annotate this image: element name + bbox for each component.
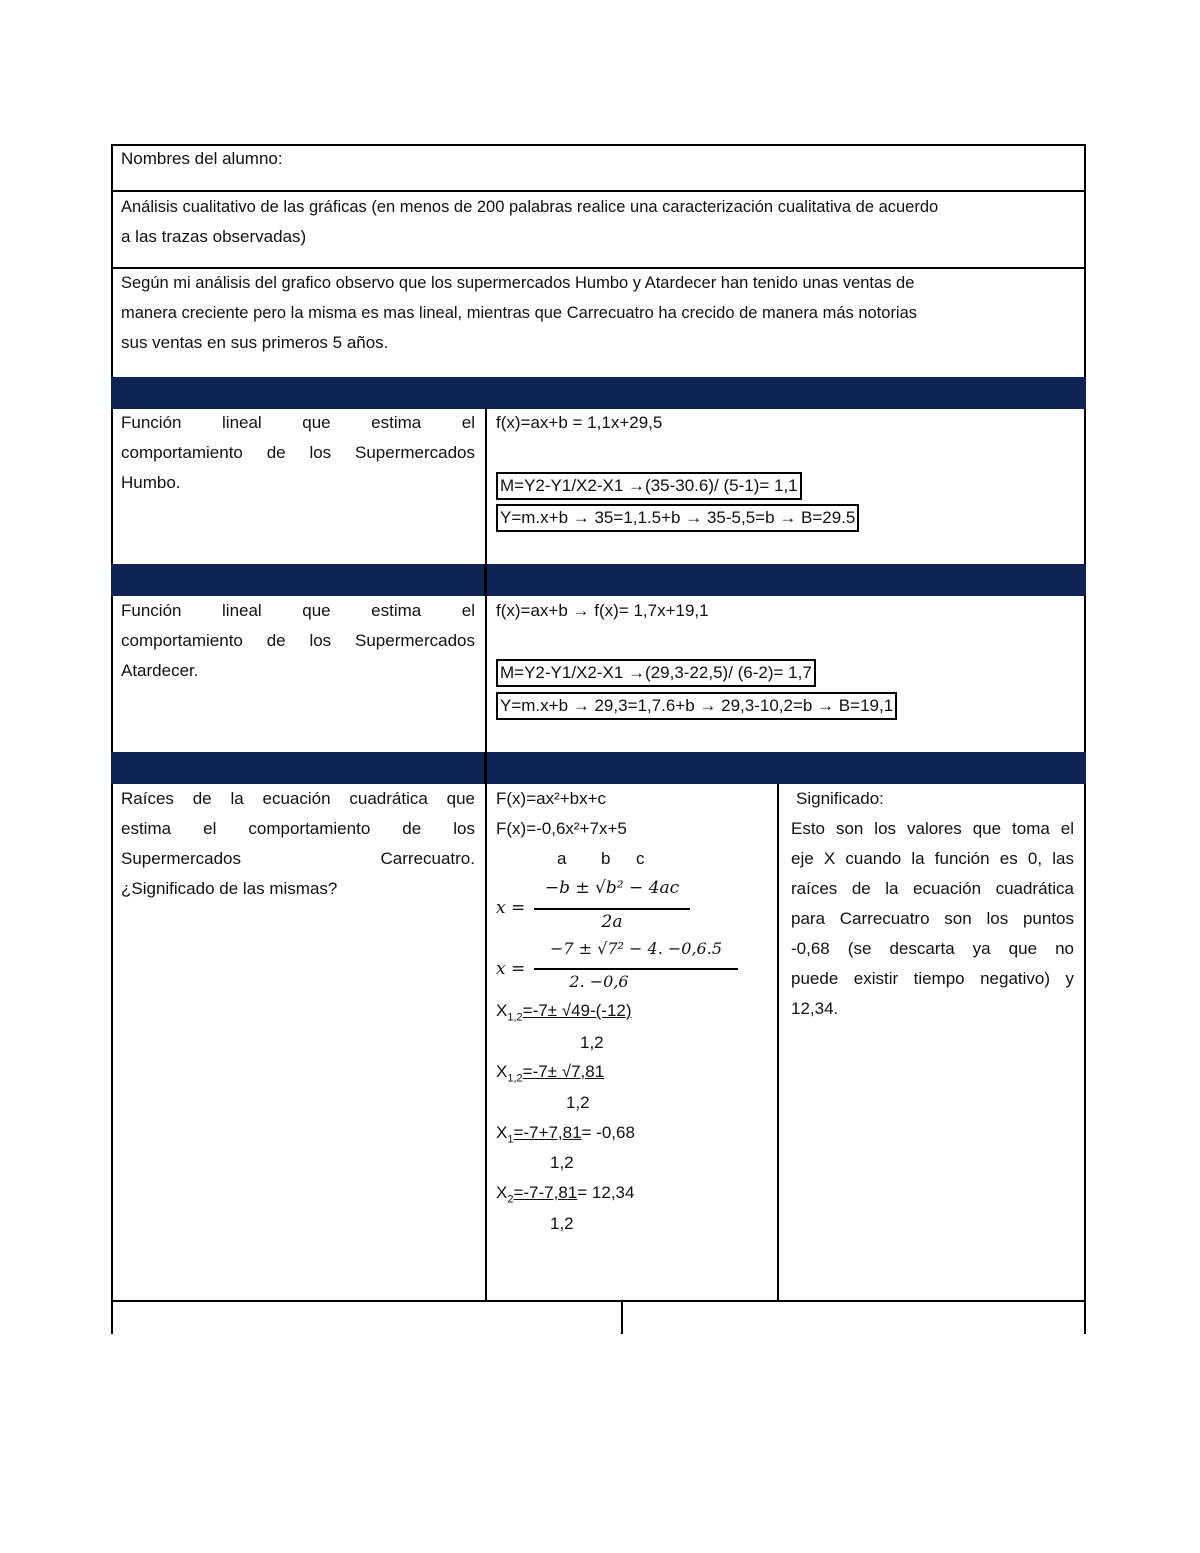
- analysis-prompt-line-2: a las trazas observadas): [121, 227, 307, 246]
- section-band-humbo: [111, 377, 1086, 409]
- section-band-atardecer: [111, 564, 1086, 596]
- step4-denominator: 1,2: [550, 1214, 574, 1233]
- student-name-label: Nombres del alumno:: [121, 149, 283, 168]
- carrecuatro-question-line-1: Raíces de la ecuación cuadrática que: [121, 789, 475, 808]
- humbo-intercept-box: Y=m.x+b → 35=1,1.5+b → 35-5,5=b → B=29.5: [496, 504, 859, 532]
- coef-c-label: c: [636, 849, 645, 868]
- formula-denominator: 2a: [601, 912, 623, 932]
- step3-denominator: 1,2: [550, 1153, 574, 1172]
- meaning-line-7: 12,34.: [791, 999, 839, 1018]
- general-quadratic-form: F(x)=ax²+bx+c: [496, 789, 607, 808]
- analysis-answer-line-1: Según mi análisis del grafico observo que los supermercados Humbo y Atardecer han tenido unas ventas de: [121, 274, 915, 292]
- section-band-carrecuatro: [111, 752, 1086, 784]
- coef-b-label: b: [601, 849, 611, 868]
- atardecer-question-line-1: Función lineal que estima el: [121, 601, 475, 620]
- band-divider: [484, 752, 487, 784]
- table-right-border: [1084, 144, 1086, 409]
- carrecuatro-question-line-2: estima el comportamiento de los: [121, 819, 475, 838]
- substituted-numerator: −7 ± √7² − 4. −0,6.5: [550, 939, 722, 958]
- step3-line: $X_1=-7+7,81= -0,68$: [496, 1123, 635, 1146]
- step2-line: $X_{1,2}=-7\pm √7,81$: [496, 1062, 605, 1085]
- substituted-denominator: 2. −0,6: [569, 972, 629, 991]
- bottom-row-divider: [621, 1300, 623, 1334]
- humbo-question-line-1: Función lineal que estima el: [121, 413, 475, 432]
- meaning-line-1: Esto son los valores que toma el: [791, 819, 1074, 838]
- humbo-function: f(x)=ax+b = 1,1x+29,5: [496, 413, 663, 432]
- atardecer-col-divider: [485, 596, 487, 752]
- meaning-title: Significado:: [796, 789, 884, 808]
- meaning-line-3: raíces de la ecuación cuadrática: [791, 879, 1074, 898]
- carrecuatro-right-border: [1084, 784, 1086, 1334]
- meaning-line-4: para Carrecuatro son los puntos: [791, 909, 1074, 928]
- step2-denominator: 1,2: [566, 1093, 590, 1112]
- substituted-fraction-bar: [534, 968, 738, 970]
- specific-quadratic-form: F(x)=-0,6x²+7x+5: [496, 819, 627, 838]
- atardecer-question-line-2: comportamiento de los Supermercados: [121, 631, 475, 650]
- substituted-lhs: x =: [496, 959, 526, 979]
- atardecer-function: f(x)=ax+b → f(x)= 1,7x+19,1: [496, 601, 709, 620]
- coef-a-label: a: [557, 849, 567, 868]
- carrecuatro-question-line-4: ¿Significado de las mismas?: [121, 879, 338, 898]
- meaning-line-6: puede existir tiempo negativo) y: [791, 969, 1074, 988]
- formula-fraction-bar: [534, 908, 690, 910]
- humbo-col-divider: [485, 409, 487, 564]
- analysis-answer-line-2: manera creciente pero la misma es mas lineal, mientras que Carrecuatro ha crecido de manera más notorias: [121, 304, 918, 322]
- carrecuatro-col-divider-2: [777, 784, 779, 1302]
- humbo-question-line-2: comportamiento de los Supermercados: [121, 443, 475, 462]
- step1-denominator: 1,2: [580, 1033, 604, 1052]
- table-left-border: [111, 144, 113, 1334]
- analysis-prompt-line-1: Análisis cualitativo de las gráficas (en menos de 200 palabras realice una caracterización cualitativa de acuerdo: [121, 198, 939, 216]
- formula-lhs: x =: [496, 898, 526, 918]
- humbo-question-line-3: Humbo.: [121, 473, 181, 492]
- band-divider: [484, 564, 487, 596]
- formula-numerator: −b ± √b² − 4ac: [544, 878, 680, 898]
- row-divider-bottom: [111, 1300, 1086, 1302]
- atardecer-slope-box: M=Y2-Y1/X2-X1 →(29,3-22,5)/ (6-2)= 1,7: [496, 659, 816, 687]
- analysis-answer-line-3: sus ventas en sus primeros 5 años.: [121, 333, 389, 352]
- humbo-slope-box: M=Y2-Y1/X2-X1 →(35-30.6)/ (5-1)= 1,1: [496, 472, 802, 500]
- step4-line: $X_2=-7-7,81= 12,34$: [496, 1183, 635, 1206]
- atardecer-right-border: [1084, 596, 1086, 752]
- humbo-right-border: [1084, 409, 1086, 564]
- step1-line: $X_{1,2}=-7\pm √49-(-12)$: [496, 1001, 632, 1024]
- atardecer-question-line-3: Atardecer.: [121, 661, 199, 680]
- meaning-line-2: eje X cuando la función es 0, las: [791, 849, 1074, 868]
- carrecuatro-col-divider-1: [485, 784, 487, 1302]
- atardecer-intercept-box: Y=m.x+b → 29,3=1,7.6+b → 29,3-10,2=b → B=19,1: [496, 692, 897, 720]
- carrecuatro-question-line-3: Supermercados Carrecuatro.: [121, 849, 475, 868]
- meaning-line-5: -0,68 (se descarta ya que no: [791, 939, 1074, 958]
